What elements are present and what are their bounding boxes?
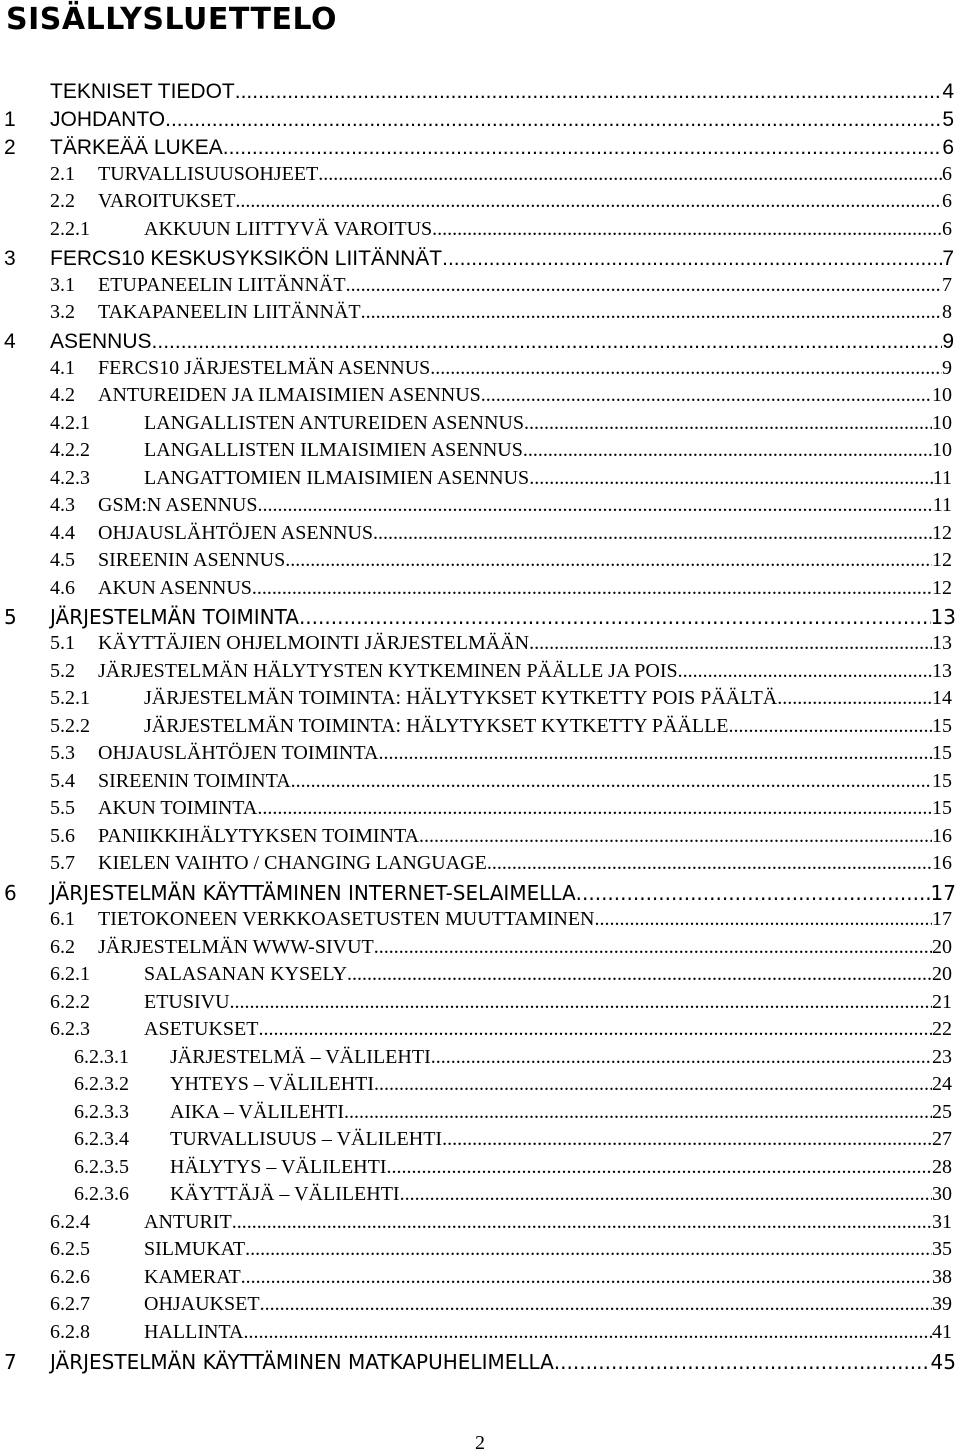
toc-entry[interactable]: [50, 357, 952, 381]
toc-leader-dots: [235, 80, 943, 104]
toc-entry-number: 4.1: [50, 357, 75, 379]
toc-entry-page: 28: [932, 1156, 952, 1178]
toc-entry-page: 7: [942, 274, 952, 296]
toc-entry-number: 5.2: [50, 660, 75, 682]
toc-entry[interactable]: [50, 163, 952, 187]
toc-entry-number: 6.2.8: [50, 1321, 90, 1343]
toc-entry[interactable]: [50, 991, 952, 1015]
toc-leader-dots: [235, 190, 942, 213]
toc-entry-label: LANGALLISTEN ANTUREIDEN ASENNUS: [144, 412, 524, 434]
toc-entry[interactable]: [4, 80, 954, 104]
toc-entry[interactable]: [50, 1238, 952, 1262]
toc-leader-dots: [529, 632, 932, 655]
toc-entry[interactable]: [50, 797, 952, 821]
toc-entry-label: OHJAUSLÄHTÖJEN TOIMINTA: [98, 742, 379, 764]
toc-entry-page: 25: [932, 1101, 952, 1123]
toc-entry-page: 10: [932, 384, 952, 406]
toc-leader-dots: [373, 522, 932, 545]
toc-entry-page: 38: [932, 1266, 952, 1288]
toc-entry-number: 6.2.3.4: [74, 1128, 129, 1150]
toc-leader-dots: [152, 330, 943, 354]
toc-leader-dots: [529, 467, 933, 490]
toc-entry-number: 4.2: [50, 384, 75, 406]
toc-leader-dots: [257, 494, 932, 517]
toc-leader-dots: [285, 549, 932, 572]
toc-entry-page: 13: [932, 660, 952, 682]
toc-entry-page: 10: [932, 412, 952, 434]
toc-leader-dots: [232, 1211, 932, 1234]
toc-entry-page: 13: [932, 632, 952, 654]
toc-entry-label: TURVALLISUUSOHJEET: [98, 163, 319, 185]
toc-leader-dots: [419, 825, 932, 848]
toc-leader-dots: [299, 605, 931, 629]
toc-entry-number: 3.2: [50, 301, 75, 323]
toc-entry-label: KIELEN VAIHTO / CHANGING LANGUAGE: [98, 852, 487, 874]
toc-entry-page: 21: [932, 991, 952, 1013]
toc-leader-dots: [241, 1266, 932, 1289]
toc-entry[interactable]: [50, 412, 952, 436]
toc-leader-dots: [291, 770, 932, 793]
toc-entry[interactable]: [50, 1018, 952, 1042]
toc-entry-number: 3.1: [50, 274, 75, 296]
toc-entry-label: FERCS10 KESKUSYKSIKÖN LIITÄNNÄT: [50, 247, 443, 270]
toc-entry-label: ANTURIT: [144, 1211, 232, 1233]
toc-entry-page: 22: [932, 1018, 952, 1040]
toc-entry-label: AKKUUN LIITTYVÄ VAROITUS: [144, 218, 433, 240]
toc-leader-dots: [576, 881, 931, 905]
toc-entry-page: 20: [932, 936, 952, 958]
toc-entry-label: OHJAUSLÄHTÖJEN ASENNUS: [98, 522, 374, 544]
toc-entry[interactable]: [50, 494, 952, 518]
toc-entry-label: VAROITUKSET: [98, 190, 236, 212]
toc-leader-dots: [258, 1018, 932, 1041]
toc-entry-number: 5.4: [50, 770, 75, 792]
toc-entry-label: ETUSIVU: [144, 991, 230, 1013]
toc-entry-number: 6.2.3.2: [74, 1073, 129, 1095]
toc-entry-number: 6.2.5: [50, 1238, 90, 1260]
toc-entry[interactable]: [4, 247, 954, 271]
toc-entry-label: TEKNISET TIEDOT: [50, 80, 235, 103]
toc-entry-page: 23: [932, 1046, 952, 1068]
toc-entry[interactable]: [50, 467, 952, 491]
toc-entry[interactable]: [50, 742, 952, 766]
toc-entry-label: ETUPANEELIN LIITÄNNÄT: [98, 274, 346, 296]
toc-entry-page: 20: [932, 963, 952, 985]
toc-entry-number: 4.6: [50, 577, 75, 599]
toc-entry[interactable]: [50, 825, 952, 849]
toc-entry[interactable]: [50, 936, 952, 960]
toc-leader-dots: [260, 1293, 932, 1316]
toc-entry-label: SALASANAN KYSELY: [144, 963, 348, 985]
toc-entry-label: HALLINTA: [144, 1321, 244, 1343]
toc-entry-page: 12: [932, 522, 952, 544]
toc-entry-label: TURVALLISUUS – VÄLILEHTI: [170, 1128, 443, 1150]
toc-entry-number: 6.2.2: [50, 991, 90, 1013]
toc-entry[interactable]: [50, 218, 952, 242]
toc-leader-dots: [481, 384, 932, 407]
toc-entry-page: 9: [942, 330, 954, 353]
toc-entry-label: KAMERAT: [144, 1266, 241, 1288]
toc-entry-number: 6.2.3.1: [74, 1046, 129, 1068]
toc-entry-page: 12: [932, 577, 952, 599]
toc-entry-page: 31: [932, 1211, 952, 1233]
toc-entry-number: 6.2: [50, 936, 75, 958]
toc-leader-dots: [430, 357, 942, 380]
toc-leader-dots: [378, 742, 932, 765]
toc-leader-dots: [595, 908, 932, 931]
toc-entry-page: 10: [932, 439, 952, 461]
toc-entry-label: YHTEYS – VÄLILEHTI: [170, 1073, 375, 1095]
toc-entry[interactable]: [50, 770, 952, 794]
toc-entry-label: JÄRJESTELMÄN TOIMINTA: HÄLYTYKSET KYTKETTY PÄÄLLE: [144, 715, 729, 737]
toc-leader-dots: [243, 1321, 932, 1344]
toc-entry-number: 4.5: [50, 549, 75, 571]
toc-entry[interactable]: [74, 1073, 952, 1097]
toc-entry-number: 5.2.1: [50, 687, 90, 709]
toc-entry-number: 4: [4, 330, 16, 353]
toc-entry-label: SIREENIN ASENNUS: [98, 549, 286, 571]
toc-entry-label: AIKA – VÄLILEHTI: [170, 1101, 345, 1123]
toc-entry[interactable]: [4, 330, 954, 354]
toc-leader-dots: [432, 218, 942, 241]
toc-entry[interactable]: [74, 1101, 952, 1125]
toc-entry[interactable]: [50, 301, 952, 325]
toc-entry-page: 30: [932, 1183, 952, 1205]
toc-entry-page: 9: [942, 357, 952, 379]
toc-entry-label: SILMUKAT: [144, 1238, 246, 1260]
toc-entry-label: JÄRJESTELMÄN KÄYTTÄMINEN INTERNET-SELAIMELLA: [50, 881, 576, 905]
toc-leader-dots: [487, 852, 932, 875]
toc-leader-dots: [374, 936, 932, 959]
toc-entry[interactable]: [74, 1128, 952, 1152]
toc-entry-label: JÄRJESTELMÄN HÄLYTYSTEN KYTKEMINEN PÄÄLLE JA POIS: [98, 660, 678, 682]
toc-entry-page: 17: [932, 908, 952, 930]
toc-entry-label: TAKAPANEELIN LIITÄNNÄT: [98, 301, 361, 323]
toc-entry[interactable]: [50, 687, 952, 711]
toc-entry-number: 6.1: [50, 908, 75, 930]
toc-entry-page: 15: [932, 742, 952, 764]
toc-entry-page: 27: [932, 1128, 952, 1150]
toc-entry[interactable]: [74, 1183, 952, 1207]
toc-entry-label: GSM:N ASENNUS: [98, 494, 258, 516]
toc-entry-label: HÄLYTYS – VÄLILEHTI: [170, 1156, 387, 1178]
toc-entry-label: SIREENIN TOIMINTA: [98, 770, 291, 792]
toc-leader-dots: [386, 1156, 932, 1179]
toc-entry[interactable]: [50, 908, 952, 932]
toc-entry-number: 2.2: [50, 190, 75, 212]
page-number: 2: [475, 1432, 485, 1454]
toc-entry-page: 39: [932, 1293, 952, 1315]
toc-entry-label: ASENNUS: [50, 330, 152, 353]
toc-entry-page: 11: [932, 494, 952, 516]
toc-entry-label: ASETUKSET: [144, 1018, 259, 1040]
toc-entry-number: 4.2.2: [50, 439, 90, 461]
toc-leader-dots: [318, 163, 942, 186]
toc-leader-dots: [230, 991, 932, 1014]
toc-entry-label: TIETOKONEEN VERKKOASETUSTEN MUUTTAMINEN: [98, 908, 595, 930]
toc-entry-page: 15: [932, 715, 952, 737]
toc-entry-number: 5.7: [50, 852, 75, 874]
toc-entry[interactable]: [4, 881, 956, 905]
toc-entry-number: 4.2.1: [50, 412, 90, 434]
toc-entry-number: 6.2.7: [50, 1293, 90, 1315]
toc-entry-number: 6.2.3.5: [74, 1156, 129, 1178]
toc-entry[interactable]: [50, 1266, 952, 1290]
toc-leader-dots: [400, 1183, 932, 1206]
toc-entry-page: 6: [942, 136, 954, 159]
toc-entry[interactable]: [50, 522, 952, 546]
toc-leader-dots: [431, 1046, 932, 1069]
toc-leader-dots: [777, 687, 932, 710]
toc-entry-number: 6.2.3.3: [74, 1101, 129, 1123]
toc-entry-number: 6: [4, 881, 17, 905]
toc-leader-dots: [347, 963, 932, 986]
toc-entry-label: KÄYTTÄJIEN OHJELMOINTI JÄRJESTELMÄÄN: [98, 632, 530, 654]
toc-entry-number: 2: [4, 136, 16, 159]
toc-entry[interactable]: [50, 963, 952, 987]
toc-entry-number: 4.3: [50, 494, 75, 516]
toc-entry[interactable]: [74, 1156, 952, 1180]
toc-entry-label: TÄRKEÄÄ LUKEA: [50, 136, 223, 159]
toc-entry-number: 1: [4, 108, 16, 131]
toc-entry[interactable]: [50, 852, 952, 876]
toc-entry-number: 3: [4, 247, 16, 270]
toc-entry-number: 6.2.3: [50, 1018, 90, 1040]
toc-entry-number: 4.2.3: [50, 467, 90, 489]
toc-entry-number: 5.1: [50, 632, 75, 654]
toc-entry-label: ANTUREIDEN JA ILMAISIMIEN ASENNUS: [98, 384, 481, 406]
toc-entry-label: OHJAUKSET: [144, 1293, 260, 1315]
toc-entry[interactable]: [50, 660, 952, 684]
toc-entry-number: 4.4: [50, 522, 75, 544]
toc-entry-number: 2.2.1: [50, 218, 90, 240]
toc-entry[interactable]: [50, 1293, 952, 1317]
toc-entry-page: 17: [930, 881, 956, 905]
toc-entry[interactable]: [50, 715, 952, 739]
toc-leader-dots: [442, 1128, 932, 1151]
toc-entry[interactable]: [50, 1211, 952, 1235]
toc-entry[interactable]: [4, 605, 956, 629]
toc-entry[interactable]: [50, 384, 952, 408]
toc-leader-dots: [554, 1350, 931, 1374]
toc-leader-dots: [442, 247, 942, 271]
toc-entry-page: 4: [942, 80, 954, 103]
toc-entry-page: 7: [942, 247, 954, 270]
toc-entry[interactable]: [4, 1350, 956, 1374]
toc-entry[interactable]: [4, 108, 954, 132]
toc-entry-label: JÄRJESTELMÄ – VÄLILEHTI: [170, 1046, 431, 1068]
toc-entry-number: 6.2.6: [50, 1266, 90, 1288]
toc-entry-number: 6.2.3.6: [74, 1183, 129, 1205]
toc-entry-page: 14: [932, 687, 952, 709]
toc-entry-label: AKUN ASENNUS: [98, 577, 252, 599]
toc-leader-dots: [729, 715, 932, 738]
toc-entry[interactable]: [50, 1321, 952, 1345]
toc-entry-page: 6: [942, 163, 952, 185]
toc-entry[interactable]: [50, 549, 952, 573]
toc-entry-page: 24: [932, 1073, 952, 1095]
toc-entry-number: 5.2.2: [50, 715, 90, 737]
toc-entry-label: JÄRJESTELMÄN TOIMINTA: HÄLYTYKSET KYTKETTY POIS PÄÄLTÄ: [144, 687, 778, 709]
toc-entry-page: 5: [942, 108, 954, 131]
toc-entry-page: 15: [932, 770, 952, 792]
toc-entry[interactable]: [50, 632, 952, 656]
toc-leader-dots: [374, 1073, 932, 1096]
toc-entry[interactable]: [50, 274, 952, 298]
toc-entry[interactable]: [50, 190, 952, 214]
toc-entry[interactable]: [4, 136, 954, 160]
toc-entry-page: 45: [930, 1350, 956, 1374]
toc-entry-label: KÄYTTÄJÄ – VÄLILEHTI: [170, 1183, 400, 1205]
toc-entry-page: 12: [932, 549, 952, 571]
toc-entry-page: 16: [932, 852, 952, 874]
toc-leader-dots: [245, 1238, 932, 1261]
toc-entry-page: 16: [932, 825, 952, 847]
toc-entry-number: 5.6: [50, 825, 75, 847]
toc-entry-label: JÄRJESTELMÄN KÄYTTÄMINEN MATKAPUHELIMELLA: [50, 1350, 554, 1374]
toc-leader-dots: [346, 274, 942, 297]
toc-entry[interactable]: [74, 1046, 952, 1070]
toc-entry-page: 8: [942, 301, 952, 323]
toc-entry-page: 15: [932, 797, 952, 819]
toc-entry-number: 2.1: [50, 163, 75, 185]
toc-entry-page: 13: [930, 605, 956, 629]
toc-entry-label: JÄRJESTELMÄN TOIMINTA: [50, 605, 299, 629]
toc-entry-label: LANGALLISTEN ILMAISIMIEN ASENNUS: [144, 439, 523, 461]
toc-leader-dots: [524, 412, 932, 435]
toc-leader-dots: [344, 1101, 932, 1124]
toc-entry-number: 5: [4, 605, 17, 629]
toc-entry-label: PANIIKKIHÄLYTYKSEN TOIMINTA: [98, 825, 420, 847]
toc-entry-label: JOHDANTO: [50, 108, 166, 131]
toc-entry-number: 6.2.1: [50, 963, 90, 985]
toc-leader-dots: [223, 136, 943, 160]
toc-entry-number: 7: [4, 1350, 17, 1374]
toc-entry[interactable]: [50, 577, 952, 601]
toc-leader-dots: [523, 439, 932, 462]
toc-heading: SISÄLLYSLUETTELO: [6, 2, 338, 37]
toc-entry[interactable]: [50, 439, 952, 463]
toc-entry-page: 41: [932, 1321, 952, 1343]
toc-entry-number: 5.5: [50, 797, 75, 819]
toc-entry-label: AKUN TOIMINTA: [98, 797, 258, 819]
toc-leader-dots: [165, 108, 942, 132]
toc-entry-number: 6.2.4: [50, 1211, 90, 1233]
toc-entry-number: 5.3: [50, 742, 75, 764]
toc-leader-dots: [257, 797, 932, 820]
toc-entry-label: LANGATTOMIEN ILMAISIMIEN ASENNUS: [144, 467, 530, 489]
toc-entry-page: 6: [942, 218, 952, 240]
toc-entry-page: 6: [942, 190, 952, 212]
toc-entry-label: FERCS10 JÄRJESTELMÄN ASENNUS: [98, 357, 431, 379]
toc-leader-dots: [252, 577, 932, 600]
toc-entry-label: JÄRJESTELMÄN WWW-SIVUT: [98, 936, 374, 958]
toc-entry-page: 35: [932, 1238, 952, 1260]
toc-entry-page: 11: [932, 467, 952, 489]
toc-leader-dots: [361, 301, 942, 324]
toc-leader-dots: [678, 660, 932, 683]
